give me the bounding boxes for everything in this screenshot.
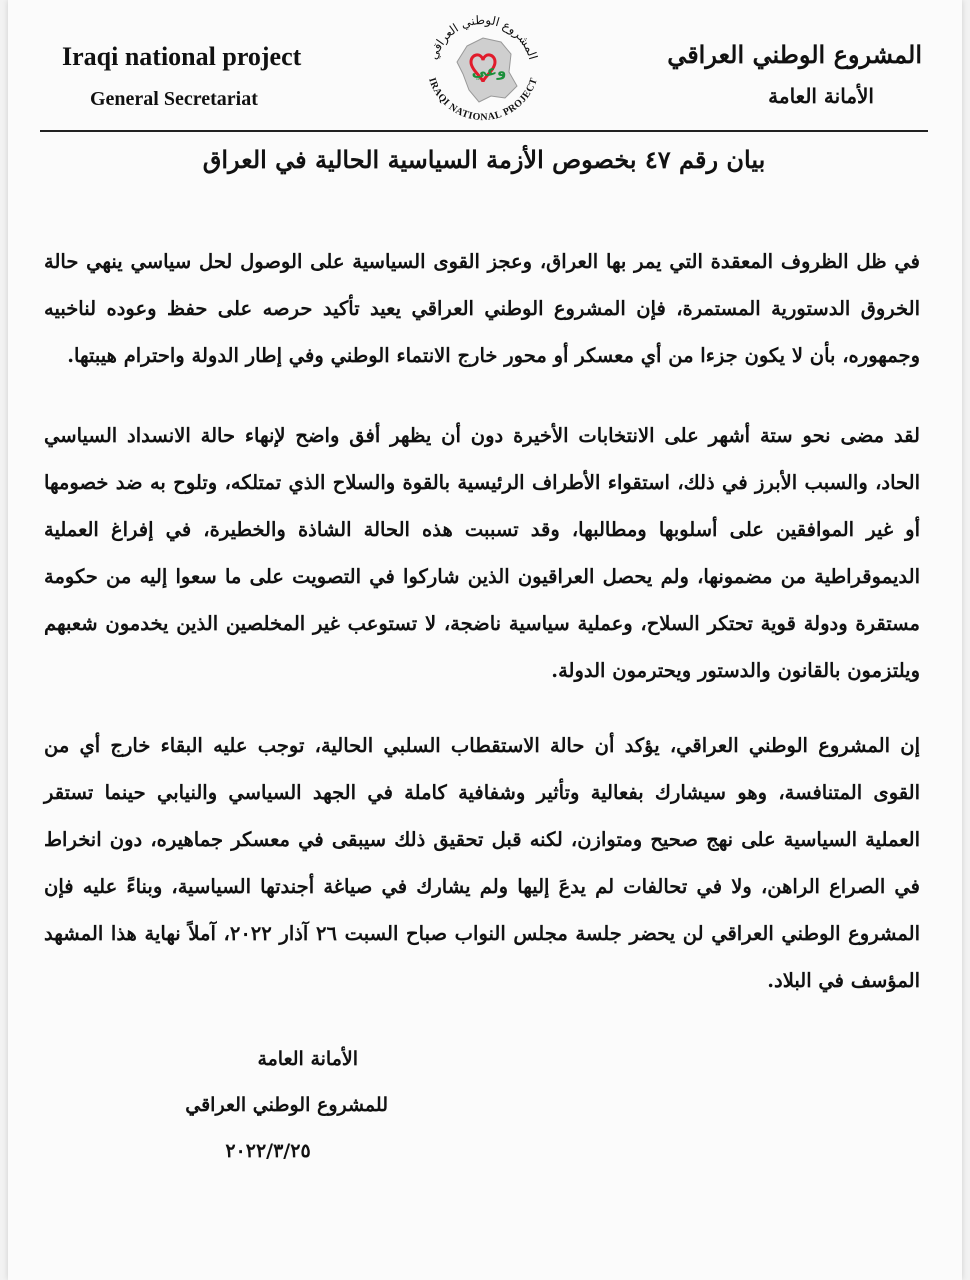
english-department-name: General Secretariat (90, 88, 258, 110)
signature-line-secretariat: الأمانة العامة (257, 1048, 358, 1070)
document-page (8, 0, 962, 1280)
arabic-department-name: الأمانة العامة (768, 84, 874, 108)
arabic-organization-name: المشروع الوطني العراقي (667, 40, 922, 69)
logo-center-word: وعي (471, 62, 507, 80)
paragraph-1: في ظل الظروف المعقدة التي يمر بها العراق، وعجز القوى السياسية على الوصول لحل سياسي ينهي حالة الخروق الدستورية المستمرة، فإن المشروع الوطني العراقي يعيد تأكيد حرصه على حفظ وعوده لناخبيه وجمهوره، بأن لا يكون جزءا من أي معسكر أو محور خارج الانتماء الوطني وفي إطار الدولة واحترام هيبتها. (44, 250, 920, 367)
signature-date: ٢٠٢٢/٣/٢٥ (225, 1140, 311, 1162)
header-divider (40, 130, 928, 132)
iraq-map-heart-logo-icon (413, 2, 553, 132)
signature-line-organization: للمشروع الوطني العراقي (185, 1094, 388, 1116)
svg-text:IRAQI NATIONAL PROJECT: IRAQI NATIONAL PROJECT (426, 76, 540, 124)
statement-title: بيان رقم ٤٧ بخصوص الأزمة السياسية الحالية في العراق (202, 145, 766, 174)
paragraph-2: لقد مضى نحو ستة أشهر على الانتخابات الأخيرة دون أن يظهر أفق واضح لإنهاء حالة الانسداد السياسي الحاد، والسبب الأبرز في ذلك، استقواء الأطراف الرئيسية بالقوة والسلاح الذي تمتلكه، وتلوح به ضد خصومها أو غير الموافقين على أسلوبها ومطالبها، وقد تسببت هذه الحالة الشاذة والخطيرة، في إفراغ العملية الديموقراطية من مضمونها، ولم يحصل العراقيون الذين شاركوا في التصويت على ما سعوا إليه من حكومة مستقرة ودولة قوية تحتكر السلاح، وعملية سياسية ناضجة، لا تستوعب غير المخلصين الذين يخدمون شعبهم ويلتزمون بالقانون والدستور ويحترمون الدولة. (44, 424, 920, 682)
paragraph-3: إن المشروع الوطني العراقي، يؤكد أن حالة الاستقطاب السلبي الحالية، توجب عليه البقاء خارج أي من القوى المتنافسة، وهو سيشارك بفعالية وتأثير وشفافية كاملة في الجهد السياسي والنيابي حينما تستقر العملية السياسية على نهج صحيح ومتوازن، لكنه قبل تحقيق ذلك سيبقى في معسكر جماهيره، دون انخراط في الصراع الراهن، ولا في تحالفات لم يدعَ إليها ولم يشارك في صياغة أجندتها السياسية، وبناءً عليه فإن المشروع الوطني العراقي لن يحضر جلسة مجلس النواب صباح السبت ٢٦ آذار ٢٠٢٢، آملاً نهاية هذا المشهد المؤسف في البلاد. (44, 734, 920, 992)
letterhead (8, 0, 962, 135)
english-organization-name: Iraqi national project (62, 42, 302, 71)
svg-text:المشروع الوطني العراقي: المشروع الوطني العراقي (425, 12, 541, 62)
signature-block (178, 1036, 388, 1174)
